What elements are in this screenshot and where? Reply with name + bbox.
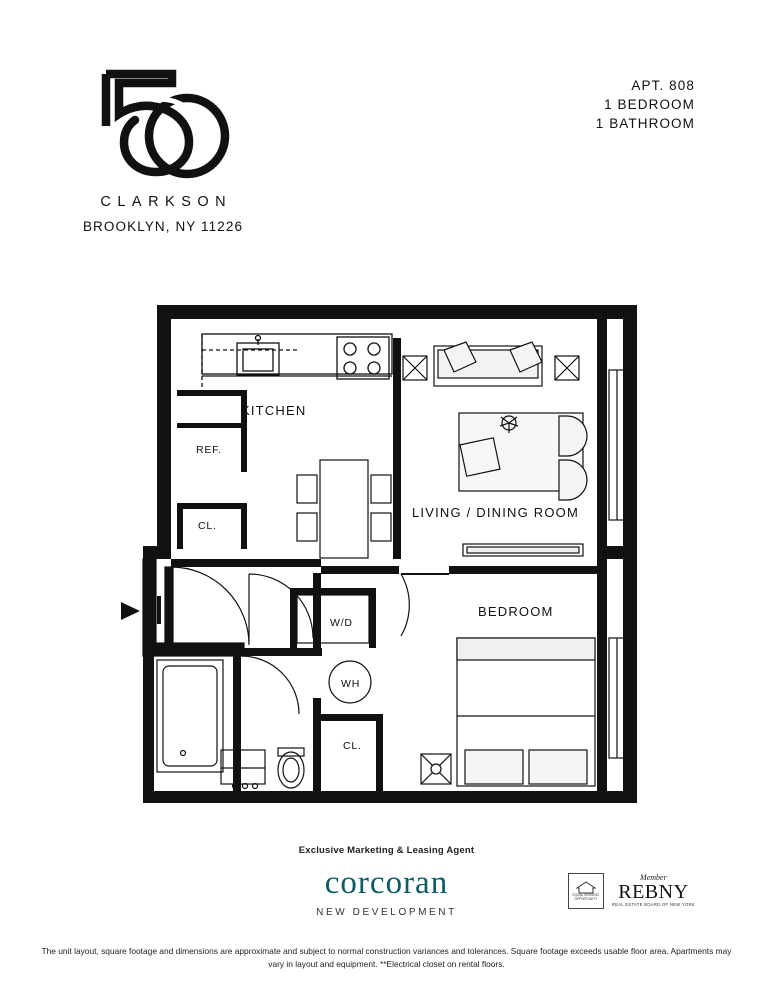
rebny-subtitle: REAL ESTATE BOARD OF NEW YORK xyxy=(611,902,695,908)
building-logo xyxy=(78,62,248,234)
logo-name: CLARKSON xyxy=(100,194,233,210)
room-label-bedroom: BEDROOM xyxy=(477,604,554,619)
apt-unit: APT. 808 xyxy=(631,78,695,93)
corcoran-subtitle: NEW DEVELOPMENT xyxy=(316,907,457,918)
eho-line1: EQUAL HOUSING xyxy=(572,892,599,897)
corcoran-wordmark: corcoran xyxy=(324,865,449,901)
interior-walls xyxy=(154,338,599,793)
rebny-logo xyxy=(612,874,695,907)
windows xyxy=(609,370,625,758)
room-label-living-dining: LIVING / DINING ROOM xyxy=(411,505,579,520)
exclusive-agent-line: Exclusive Marketing & Leasing Agent xyxy=(298,845,475,856)
apt-bathrooms: 1 BATHROOM xyxy=(595,116,695,131)
entry-arrow xyxy=(121,602,140,620)
eho-line2: OPPORTUNITY xyxy=(574,896,598,901)
living-room-furniture xyxy=(403,342,587,556)
interior-doors xyxy=(249,574,449,643)
bathroom-fixtures xyxy=(157,656,304,789)
equal-housing-opportunity-icon xyxy=(568,873,604,909)
disclaimer-text: The unit layout, square footage and dimensions are approximate and subject to normal construction variances and tolerances. Square footage exceeds usable floor area. Apartments may vary in layout and equipment. **Electrical closet on rental floors. xyxy=(41,946,732,969)
kitchen-fixtures xyxy=(202,334,392,390)
room-label-wd: W/D xyxy=(329,617,353,629)
page-footer xyxy=(0,845,773,918)
floorplan-container xyxy=(0,288,773,818)
bedroom-furniture xyxy=(421,638,595,786)
dining-set xyxy=(297,460,391,558)
floorplan-drawing xyxy=(117,288,657,818)
apartment-info xyxy=(596,76,695,133)
logo-50-mark xyxy=(88,62,238,182)
room-label-wh: WH xyxy=(340,678,360,690)
logo-address: BROOKLYN, NY 11226 xyxy=(82,219,244,234)
room-label-kitchen: KITCHEN xyxy=(240,403,306,418)
room-label-ref: REF. xyxy=(195,444,222,456)
rebny-wordmark: REBNY xyxy=(618,881,689,904)
room-label-closet-hall: CL. xyxy=(342,740,362,752)
footer-badges xyxy=(568,873,695,909)
entry-marker-bar-2 xyxy=(157,596,161,624)
rebny-member-label: Member xyxy=(640,873,667,883)
room-label-closet-kitchen: CL. xyxy=(197,520,217,532)
page-header xyxy=(0,0,773,260)
entry-marker-bar xyxy=(145,596,149,624)
apt-bedrooms: 1 BEDROOM xyxy=(604,97,695,112)
